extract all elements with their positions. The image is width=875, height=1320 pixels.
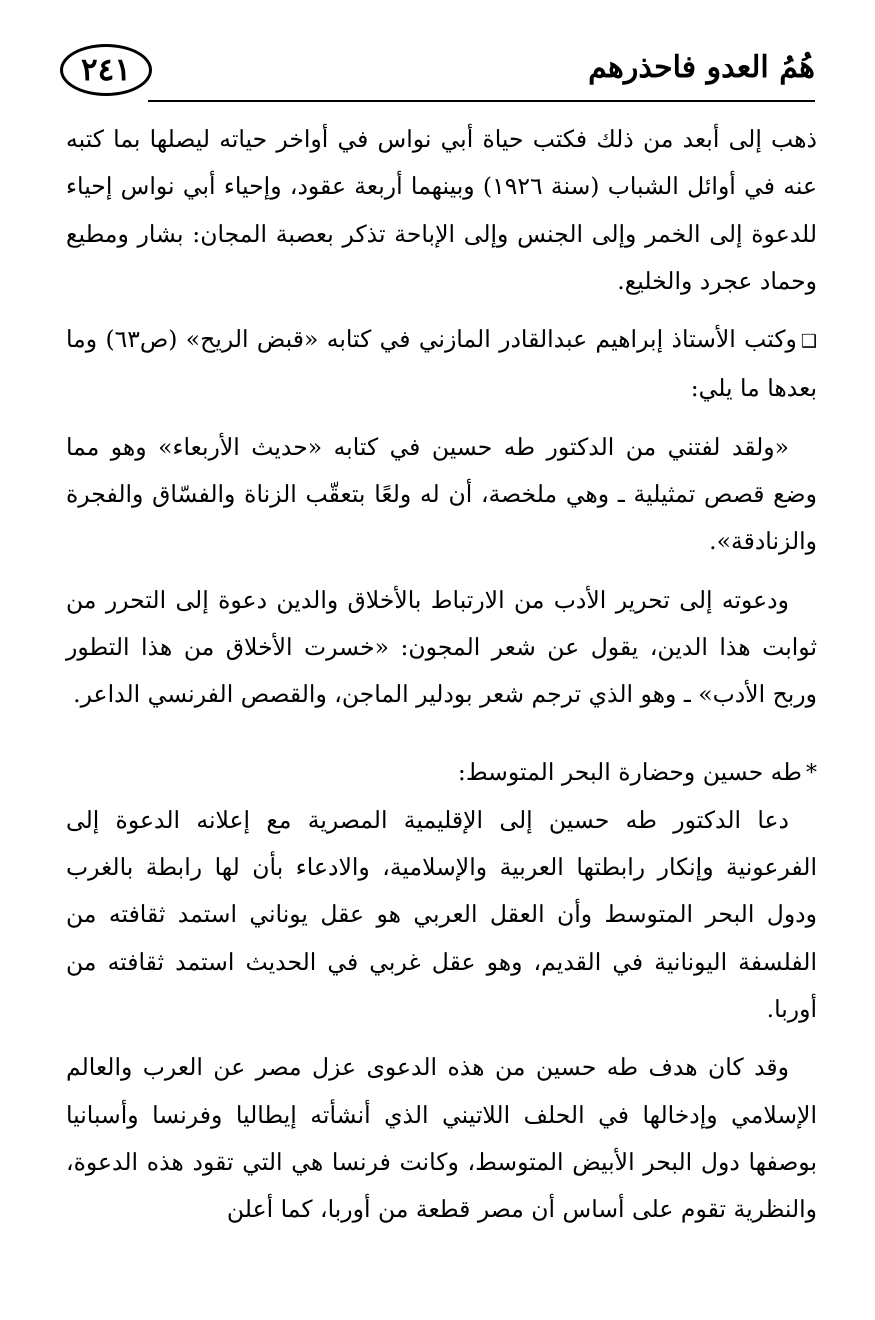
- section-heading: [66, 749, 817, 797]
- section-heading-text: طه حسين وحضارة البحر المتوسط:: [457, 757, 802, 786]
- ballot-box-icon: ❑: [800, 331, 818, 353]
- asterisk-icon: *: [806, 760, 817, 786]
- page-number: ٢٤١: [60, 44, 152, 96]
- paragraph-6: وقد كان هدف طه حسين من هذه الدعوى عزل مصر عن العرب والعالم الإسلامي وإدخالها في الحلف اللاتيني الذي أنشأته إيطاليا وفرنسا وأسبانيا بوصفها دول البحر الأبيض المتوسط، وكانت فرنسا هي التي تقود هذه الدعوة، والنظرية تقوم على أساس أن مصر قطعة من أوربا، كما أعلن: [66, 1053, 817, 1224]
- paragraph-2: [66, 316, 817, 413]
- paragraph-4: ودعوته إلى تحرير الأدب من الارتباط بالأخلاق والدين دعوة إلى التحرر من ثوابت هذا الدين، يقول عن شعر المجون: «خسرت الأخلاق من هذا التطور وربح الأدب» ـ وهو الذي ترجم شعر بودلير الماجن، والقصص الفرنسي الداعر.: [66, 585, 817, 709]
- running-title: هُمُ العدو فاحذرهم: [588, 50, 815, 85]
- page-body: [66, 116, 817, 1234]
- paragraph-1: ذهب إلى أبعد من ذلك فكتب حياة أبي نواس في أواخر حياته ليصلها بما كتبه عنه في أوائل الشباب (سنة ١٩٢٦) وبينهما أربعة عقود، وإحياء أبي نواس إحياء للدعوة إلى الخمر وإلى الجنس وإلى الإباحة تذكر بعصبة المجان: بشار ومطيع وحماد عجرد والخليع.: [66, 125, 817, 295]
- paragraph-3: «ولقد لفتني من الدكتور طه حسين في كتابه «حديث الأربعاء» وهو مما وضع قصص تمثيلية ـ وهي ملخصة، أن له ولعًا بتعقّب الزناة والفسّاق والفجرة والزنادقة».: [66, 432, 817, 556]
- paragraph-5: دعا الدكتور طه حسين إلى الإقليمية المصرية مع إعلانه الدعوة إلى الفرعونية وإنكار رابطتها العربية والإسلامية، والادعاء بأن لها رابطة بالغرب ودول البحر المتوسط وأن العقل العربي هو عقل يوناني استمد ثقافته من الفلسفة اليونانية في القديم، وهو عقل غربي في الحديث استمد ثقافته من أوربا.: [66, 805, 817, 1024]
- paragraph-2-text: وكتب الأستاذ إبراهيم عبدالقادر المازني في كتابه «قبض الريح» (ص٦٣) وما بعدها ما يلي:: [66, 325, 817, 403]
- page-header: [60, 40, 815, 108]
- header-rule: [148, 100, 815, 102]
